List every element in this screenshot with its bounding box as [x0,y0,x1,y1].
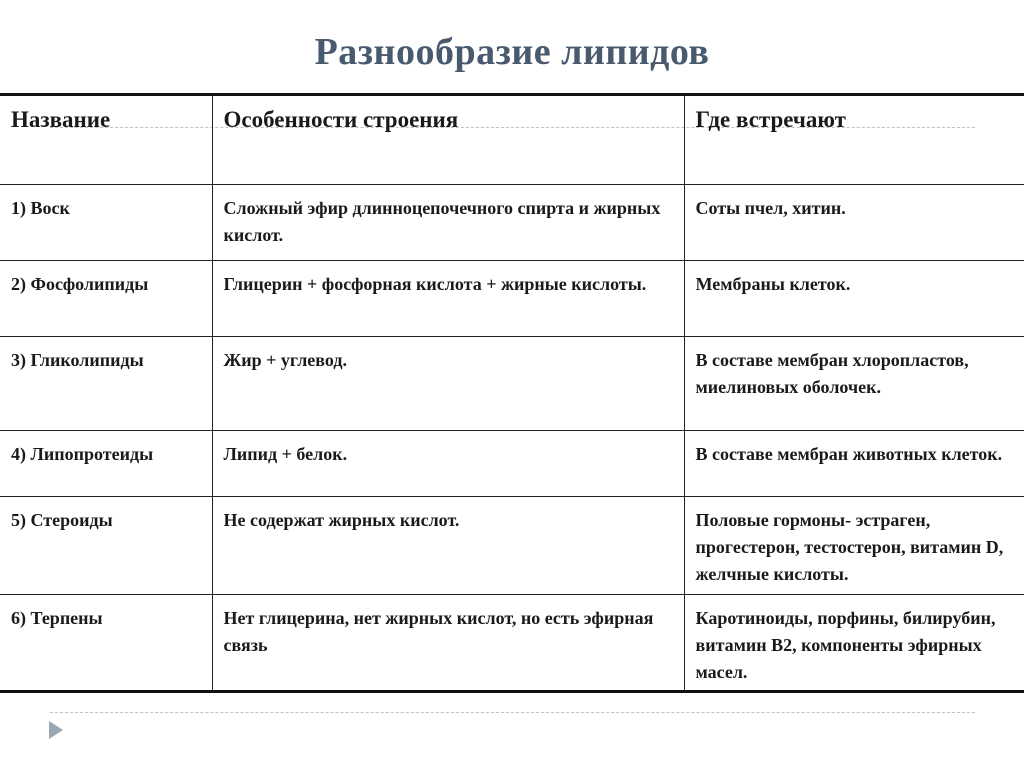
cell-location: В составе мембран животных клеток. [684,431,1024,497]
table-row [0,185,1024,261]
cell-location: Половые гормоны- эстраген, прогестерон, тестостерон, витамин D, желчные кислоты. [684,497,1024,595]
lipids-table [0,93,1024,693]
header-name: Название [0,95,212,185]
cell-structure: Нет глицерина, нет жирных кислот, но есть эфирная связь [212,595,684,692]
cell-location: Соты пчел, хитин. [684,185,1024,261]
table-row [0,337,1024,431]
dashed-divider-bottom [50,712,975,713]
cell-name: 2) Фосфолипиды [0,261,212,337]
cell-structure: Глицерин + фосфорная кислота + жирные кислоты. [212,261,684,337]
cell-name: 5) Стероиды [0,497,212,595]
table-row [0,595,1024,692]
slide-title: Разнообразие липидов [314,31,710,73]
table-row [0,261,1024,337]
triangle-right-icon[interactable] [49,721,63,739]
cell-name: 1) Воск [0,185,212,261]
table-row [0,431,1024,497]
cell-structure: Сложный эфир длинноцепочечного спирта и жирных кислот. [212,185,684,261]
cell-structure: Не содержат жирных кислот. [212,497,684,595]
cell-location: В составе мембран хлоропластов, миелиновых оболочек. [684,337,1024,431]
cell-name: 6) Терпены [0,595,212,692]
cell-name: 3) Гликолипиды [0,337,212,431]
header-location: Где встречают [684,95,1024,185]
table-header-row [0,95,1024,185]
cell-structure: Жир + углевод. [212,337,684,431]
table-row [0,497,1024,595]
cell-location: Мембраны клеток. [684,261,1024,337]
header-structure: Особенности строения [212,95,684,185]
cell-location: Каротиноиды, порфины, билирубин, витамин В2, компоненты эфирных масел. [684,595,1024,692]
cell-name: 4) Липопротеиды [0,431,212,497]
cell-structure: Липид + белок. [212,431,684,497]
